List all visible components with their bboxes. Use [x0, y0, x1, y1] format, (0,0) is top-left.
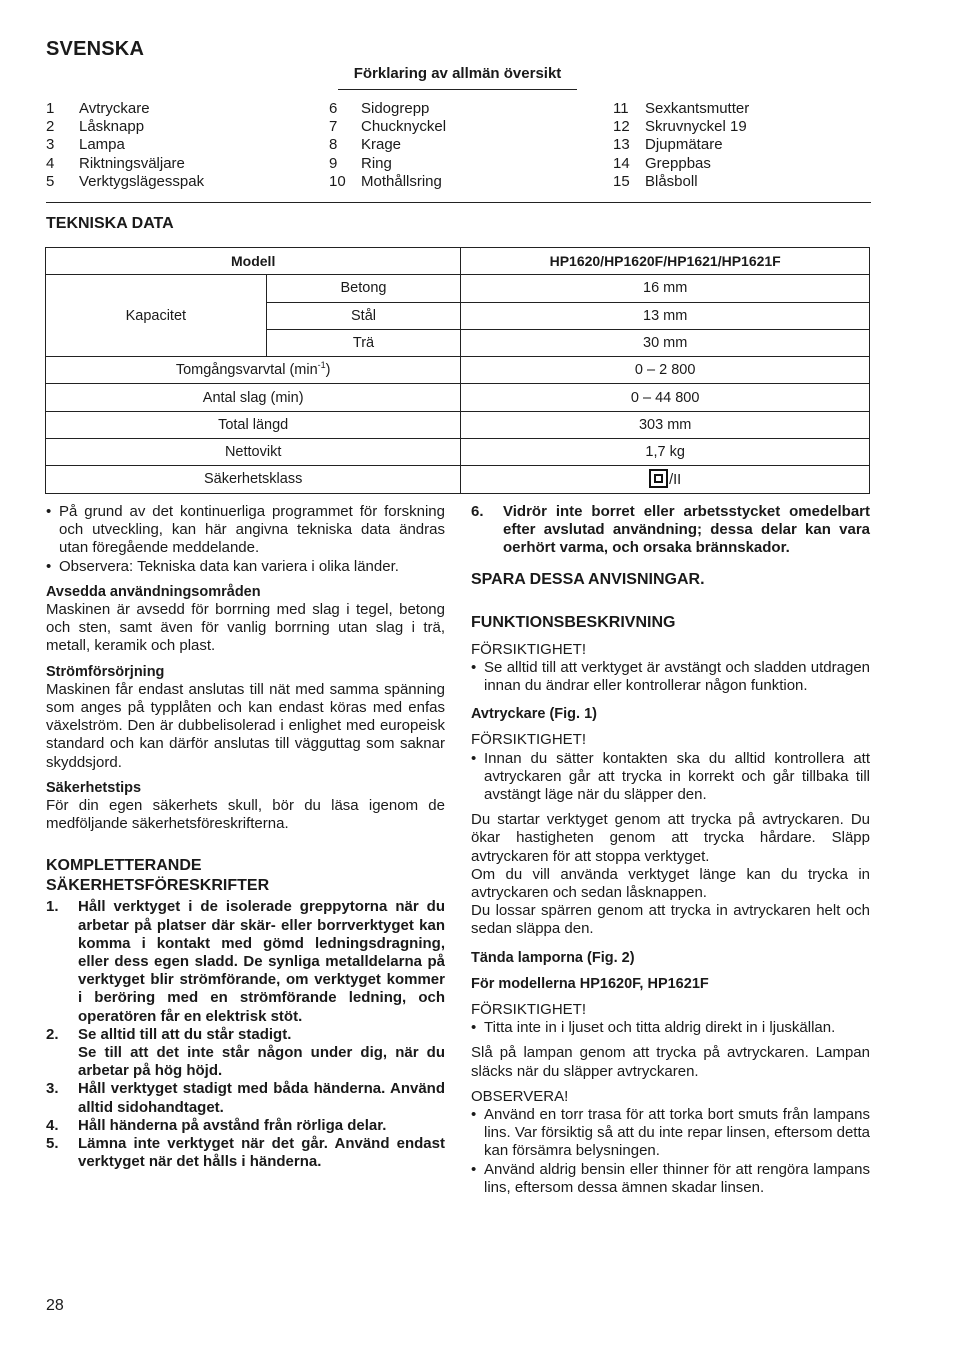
legend-label: Greppbas	[645, 154, 711, 172]
section-divider	[46, 202, 871, 203]
legend-number: 14	[613, 154, 630, 172]
double-insulation-icon	[649, 469, 668, 488]
rule-text: Vidrör inte borret eller arbetsstycket omedelbart efter avslutad användning; dessa delar kan vara oerhört varma, och orsaka brännskador.	[503, 503, 870, 557]
page-number: 28	[46, 1297, 64, 1314]
list-item	[471, 503, 870, 558]
list-item	[46, 898, 445, 1025]
extra-safety-heading-line1: KOMPLETTERANDE	[46, 857, 202, 875]
legend-column-3	[613, 100, 749, 191]
rule-number: 3.	[46, 1080, 59, 1098]
caution-label: FÖRSIKTIGHET!	[471, 731, 587, 749]
overview-title: Förklaring av allmän översikt	[338, 65, 577, 90]
extra-safety-heading-line2: SÄKERHETSFÖRESKRIFTER	[46, 877, 270, 895]
safety-class-text: /II	[669, 472, 682, 489]
list-item	[46, 1117, 445, 1135]
speed-value: 0 – 2 800	[461, 357, 870, 384]
legend-number: 13	[613, 136, 630, 154]
list-item	[46, 1080, 445, 1116]
table-row	[46, 248, 870, 275]
speed-label	[46, 357, 461, 384]
length-value: 303 mm	[461, 411, 870, 438]
legend-column-2	[329, 100, 446, 191]
legend-label: Skruvnyckel 19	[645, 118, 747, 136]
legend-item	[329, 118, 446, 136]
caution-label: FÖRSIKTIGHET!	[471, 1001, 587, 1019]
legend-item	[613, 136, 749, 154]
legend-label: Lampa	[79, 136, 125, 154]
blows-value: 0 – 44 800	[461, 384, 870, 411]
legend-label: Riktningsväljare	[79, 154, 185, 172]
table-row	[46, 439, 870, 466]
weight-value: 1,7 kg	[461, 439, 870, 466]
legend-item	[613, 118, 749, 136]
legend-item	[329, 100, 446, 118]
legend-number: 9	[329, 154, 338, 172]
rule-number: 5.	[46, 1135, 59, 1153]
legend-label: Låsknapp	[79, 118, 145, 136]
legend-number: 2	[46, 118, 55, 136]
spec-note: • Observera: Tekniska data kan variera i olika länder.	[46, 558, 445, 576]
spec-note: • På grund av det kontinuerliga programmet för forskning och utveckling, kan här angivna tekniska data ändras utan föregående meddelande.	[46, 503, 445, 558]
legend-label: Chucknyckel	[361, 118, 447, 136]
trigger-paragraph: Du lossar spärren genom att trycka in avtryckaren helt och sedan släppa den.	[471, 902, 870, 938]
speed-label-close: )	[325, 362, 331, 379]
model-label: Modell	[46, 248, 461, 275]
speed-label-text: Tomgångsvarvtal (min	[175, 362, 318, 379]
model-value: HP1620/HP1620F/HP1621/HP1621F	[461, 248, 870, 275]
lamp-title: Tända lamporna (Fig. 2)	[471, 949, 635, 966]
rule-number: 1.	[46, 898, 59, 916]
power-title: Strömförsörjning	[46, 663, 165, 680]
table-row	[46, 466, 870, 493]
legend-number: 10	[329, 172, 346, 190]
capacity-material: Stål	[266, 302, 461, 329]
rule-text: Håll verktyget stadigt med båda händerna. Använd alltid sidohandtaget.	[78, 1080, 445, 1116]
capacity-value: 13 mm	[461, 302, 870, 329]
weight-label: Nettovikt	[46, 439, 461, 466]
rule-text: Håll händerna på avstånd från rörliga delar.	[78, 1116, 387, 1134]
legend-item	[613, 173, 749, 191]
trigger-title: Avtryckare (Fig. 1)	[471, 706, 597, 723]
legend-item	[613, 155, 749, 173]
legend-item	[46, 136, 204, 154]
legend-label: Mothållsring	[361, 172, 442, 190]
legend-item	[46, 100, 204, 118]
legend-label: Avtryckare	[79, 100, 150, 117]
legend-number: 11	[613, 100, 629, 117]
tips-title: Säkerhetstips	[46, 779, 142, 796]
spec-table	[45, 247, 870, 494]
capacity-material: Betong	[266, 275, 461, 302]
use-title: Avsedda användningsområden	[46, 583, 261, 600]
safety-rules-list	[46, 898, 445, 1171]
rule-number: 4.	[46, 1116, 59, 1134]
capacity-value: 16 mm	[461, 275, 870, 302]
note-item: • Använd aldrig bensin eller thinner för att rengöra lampans lins, eftersom dessa ämnen skadar linsen.	[471, 1161, 870, 1197]
note-item: • Använd en torr trasa för att torka bort smuts från lampans lins. Var försiktig så att du inte repar linsen, eftersom detta kan försämra belysningen.	[471, 1106, 870, 1161]
table-row	[46, 411, 870, 438]
save-instructions: SPARA DESSA ANVISNINGAR.	[471, 570, 705, 588]
legend-number: 7	[329, 118, 338, 136]
legend-number: 1	[46, 100, 55, 117]
use-text: Maskinen är avsedd för borrning med slag i tegel, betong och sten, samt även för vanlig borrning utan slag i trä, metall, keramik och plast.	[46, 601, 445, 655]
legend-number: 12	[613, 118, 630, 136]
legend-item	[46, 155, 204, 173]
lamp-paragraph: Slå på lampan genom att trycka på avtryckaren. Lampan släcks när du släpper avtryckaren.	[471, 1044, 870, 1080]
capacity-material: Trä	[266, 329, 461, 356]
language-title: SVENSKA	[46, 38, 145, 60]
legend-item	[46, 118, 204, 136]
legend-label: Verktygslägesspak	[79, 172, 205, 190]
legend-item	[329, 173, 446, 191]
safety-class-value	[461, 466, 870, 493]
legend-label: Krage	[361, 136, 402, 154]
trigger-paragraph: Om du vill använda verktyget länge kan du trycka in avtryckaren och sedan låsknappen.	[471, 865, 870, 902]
legend-label: Ring	[361, 154, 392, 172]
table-row	[46, 384, 870, 411]
function-heading: FUNKTIONSBESKRIVNING	[471, 613, 676, 631]
safety-class-label: Säkerhetsklass	[46, 466, 461, 493]
right-column	[471, 503, 870, 1197]
legend-number: 4	[46, 154, 55, 172]
legend-item	[329, 155, 446, 173]
legend-column-1	[46, 100, 204, 191]
caution-label: FÖRSIKTIGHET!	[471, 640, 587, 658]
caution-item: • Innan du sätter kontakten ska du alltid kontrollera att avtryckaren går att trycka in korrekt och går tillbaka till avstängt läge när du släpper den.	[471, 750, 870, 805]
rule-text: Lämna inte verktyget när det går. Använd endast verktyget när det hålls i händerna.	[78, 1135, 445, 1171]
list-item	[46, 1026, 445, 1081]
caution-item: • Titta inte in i ljuset och titta aldrig direkt in i ljuskällan.	[471, 1019, 870, 1037]
length-label: Total längd	[46, 411, 461, 438]
note-label: OBSERVERA!	[471, 1087, 569, 1105]
legend-item	[613, 100, 749, 118]
rule-number: 2.	[46, 1025, 59, 1043]
extra-safety-heading	[46, 856, 445, 896]
legend-number: 8	[329, 136, 338, 154]
blows-label: Antal slag (min)	[46, 384, 461, 411]
legend-label: Blåsboll	[645, 172, 698, 190]
legend-number: 6	[329, 100, 338, 117]
rule-text-extra: Se till att det inte står någon under dig, när du arbetar på hög höjd.	[78, 1044, 445, 1080]
table-row	[46, 357, 870, 384]
rule-text: Se alltid till att du står stadigt.	[78, 1025, 292, 1043]
power-text: Maskinen får endast anslutas till nät med samma spänning som anges på typplåten och kan endast köras med enfas växelström. Den är dubbelisolerad i enlighet med europeisk standard och kan därför anslutas till vägguttag som saknar skyddsjord.	[46, 680, 445, 771]
legend-item	[329, 136, 446, 154]
legend-label: Sexkantsmutter	[645, 100, 750, 117]
capacity-value: 30 mm	[461, 329, 870, 356]
legend-label: Djupmätare	[645, 136, 723, 154]
rule-text: Håll verktyget i de isolerade greppytorna när du arbetar på platser där skär- eller borrverktyget kan komma i kontakt med gömd ledningsdragning, eller dess egen sladd. De synliga metalldelarna på verktyget blir strömförande, om verktyget kommer i beröring med en strömförande ledning, och operatören får en elektrisk stöt.	[78, 898, 445, 1025]
capacity-label: Kapacitet	[46, 275, 267, 357]
trigger-paragraph: Du startar verktyget genom att trycka på avtryckaren. Du ökar hastigheten genom att trycka hårdare. Släpp avtryckaren för att stoppa verktyget.	[471, 811, 870, 865]
caution-item: • Se alltid till att verktyget är avstängt och sladden utdragen innan du ändrar eller kontrollerar någon funktion.	[471, 659, 870, 695]
lamp-models: För modellerna HP1620F, HP1621F	[471, 975, 709, 992]
left-column	[46, 503, 445, 1172]
legend-number: 3	[46, 136, 55, 154]
rule-number: 6.	[471, 503, 484, 520]
legend-item	[46, 173, 204, 191]
list-item	[46, 1135, 445, 1171]
legend-label: Sidogrepp	[361, 100, 430, 117]
tips-text: För din egen säkerhets skull, bör du läsa igenom de medföljande säkerhetsföreskrifterna.	[46, 797, 445, 833]
speed-label-sup: -1	[317, 360, 326, 371]
legend-number: 5	[46, 172, 55, 190]
legend-number: 15	[613, 172, 630, 190]
tech-data-heading: TEKNISKA DATA	[46, 215, 174, 232]
table-row	[46, 275, 870, 302]
